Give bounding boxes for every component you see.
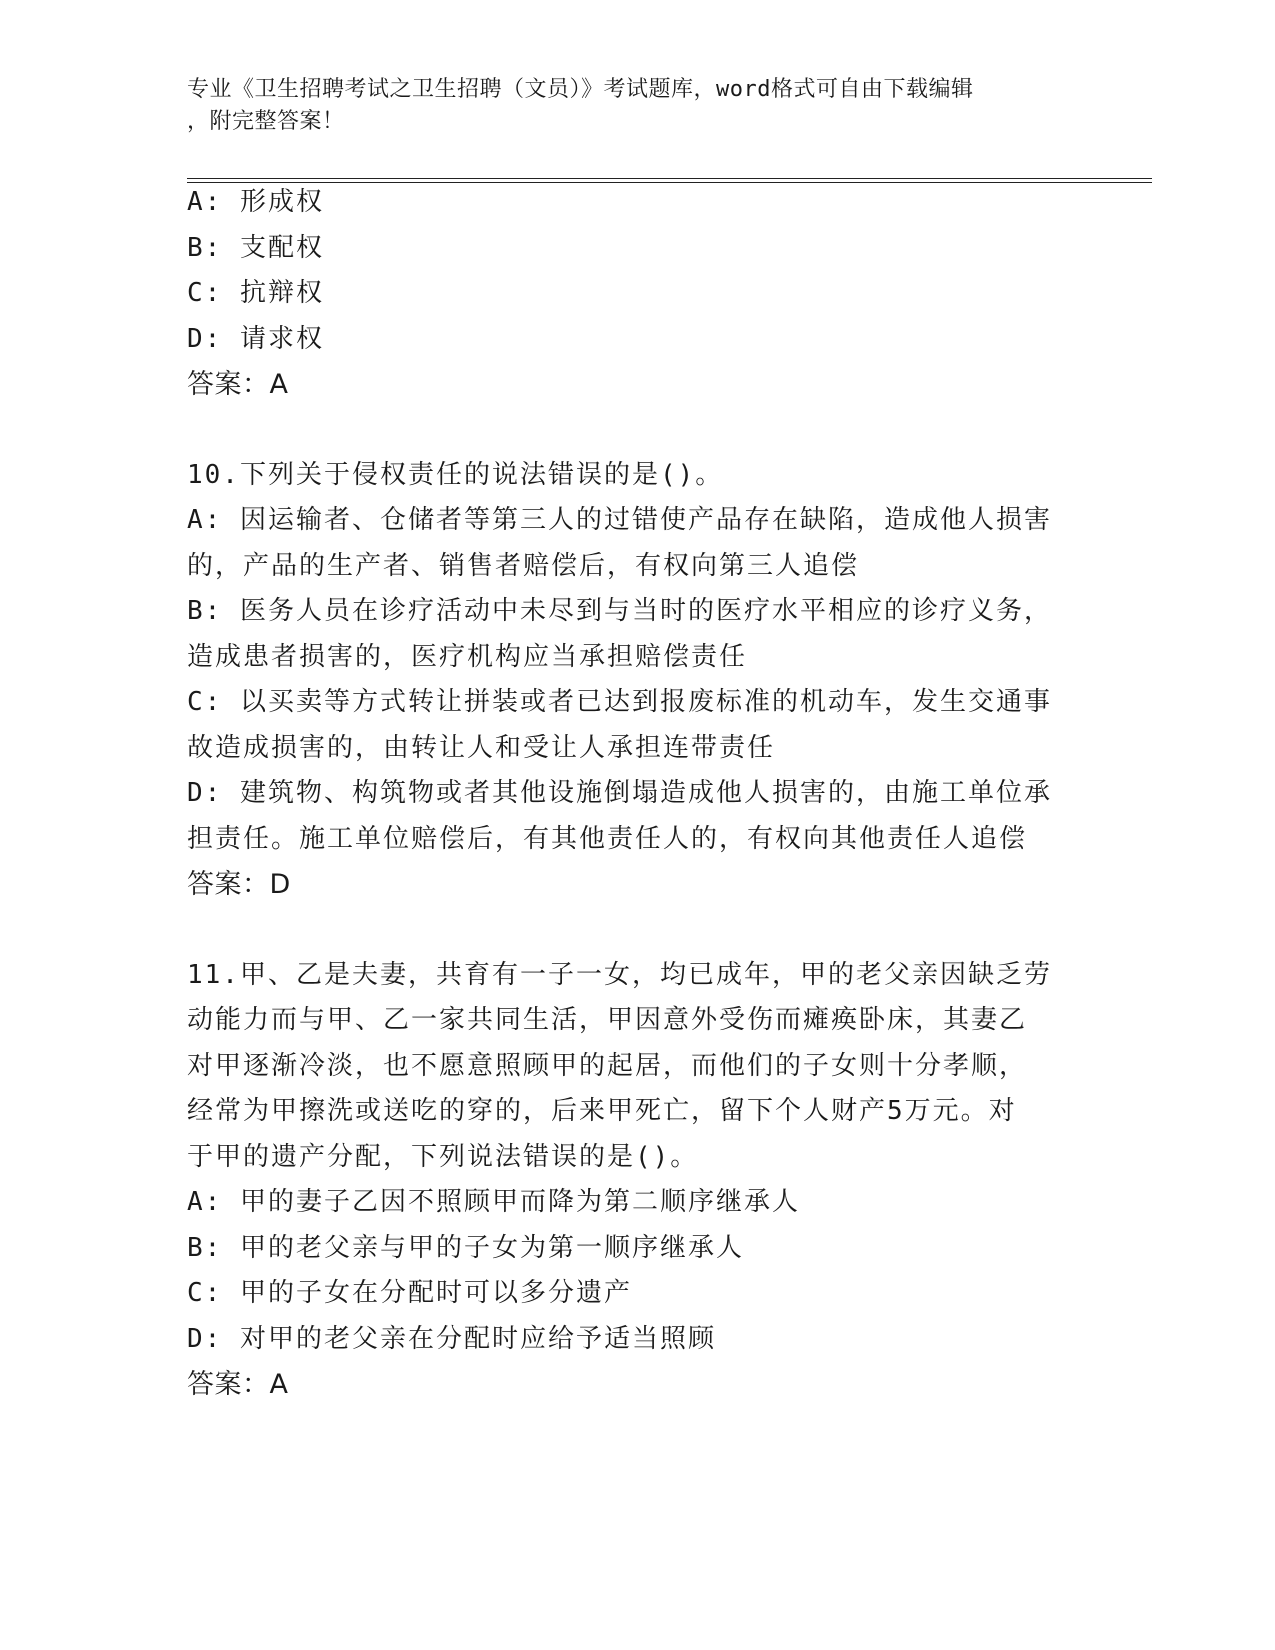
question-stem-line-3: 对甲逐渐冷淡，也不愿意照顾甲的起居，而他们的子女则十分孝顺， xyxy=(187,1050,1028,1081)
option-b: B: 甲的老父亲与甲的子女为第一顺序继承人 xyxy=(187,1232,744,1263)
option-label: A: xyxy=(187,187,223,217)
document-header xyxy=(187,74,1067,138)
question-9 xyxy=(187,180,1087,408)
option-text: 支配权 xyxy=(239,232,324,263)
option-c xyxy=(187,271,1087,317)
option-label: C: xyxy=(187,278,223,308)
header-line-2: ，附完整答案！ xyxy=(187,109,345,134)
option-a: A: 甲的妻子乙因不照顾甲而降为第二顺序继承人 xyxy=(187,1187,800,1217)
option-text: 形成权 xyxy=(239,187,324,217)
option-d xyxy=(187,317,1087,363)
option-d-line-1: D: 建筑物、构筑物或者其他设施倒塌造成他人损害的，由施工单位承 xyxy=(187,778,1052,808)
option-c-line-1: C: 以买卖等方式转让拼装或者已达到报废标准的机动车，发生交通事 xyxy=(187,687,1052,717)
option-a xyxy=(187,180,1087,226)
option-label: B: xyxy=(187,232,223,263)
question-stem-line-5: 于甲的遗产分配，下列说法错误的是()。 xyxy=(187,1141,699,1172)
header-divider-top xyxy=(187,178,1152,179)
option-text: 抗辩权 xyxy=(239,278,324,308)
spacer xyxy=(187,408,1087,453)
option-text: 请求权 xyxy=(239,323,324,354)
option-b-line-1: B: 医务人员在诊疗活动中未尽到与当时的医疗水平相应的诊疗义务， xyxy=(187,596,1052,626)
option-a-line-1: A: 因运输者、仓储者等第三人的过错使产品存在缺陷，造成他人损害 xyxy=(187,505,1052,535)
option-d-line-2: 担责任。施工单位赔偿后，有其他责任人的，有权向其他责任人追偿 xyxy=(187,823,1028,854)
header-line-1: 专业《卫生招聘考试之卫生招聘（文员）》考试题库，word格式可自由下载编辑 xyxy=(187,77,974,102)
option-b-line-2: 造成患者损害的，医疗机构应当承担赔偿责任 xyxy=(187,641,748,672)
question-stem: 10.下列关于侵权责任的说法错误的是()。 xyxy=(187,459,724,490)
question-stem-line-2: 动能力而与甲、乙一家共同生活，甲因意外受伤而瘫痪卧床，其妻乙 xyxy=(187,1005,1028,1035)
option-c-line-2: 故造成损害的，由转让人和受让人承担连带责任 xyxy=(187,732,776,763)
option-label: D: xyxy=(187,323,223,354)
option-b xyxy=(187,226,1087,272)
spacer xyxy=(187,908,1087,953)
option-a-line-2: 的，产品的生产者、销售者赔偿后，有权向第三人追偿 xyxy=(187,550,860,581)
question-10 xyxy=(187,453,1087,908)
answer-line: 答案：A xyxy=(187,1369,289,1400)
question-11 xyxy=(187,953,1087,1408)
question-list xyxy=(187,180,1087,1408)
answer-line: 答案：A xyxy=(187,369,289,400)
answer-line: 答案：D xyxy=(187,869,291,900)
option-d: D: 对甲的老父亲在分配时应给予适当照顾 xyxy=(187,1323,716,1354)
question-stem-line-1: 11.甲、乙是夫妻，共育有一子一女，均已成年，甲的老父亲因缺乏劳 xyxy=(187,959,1052,990)
question-stem-line-4: 经常为甲擦洗或送吃的穿的，后来甲死亡，留下个人财产5万元。对 xyxy=(187,1096,1017,1126)
option-c: C: 甲的子女在分配时可以多分遗产 xyxy=(187,1278,632,1308)
